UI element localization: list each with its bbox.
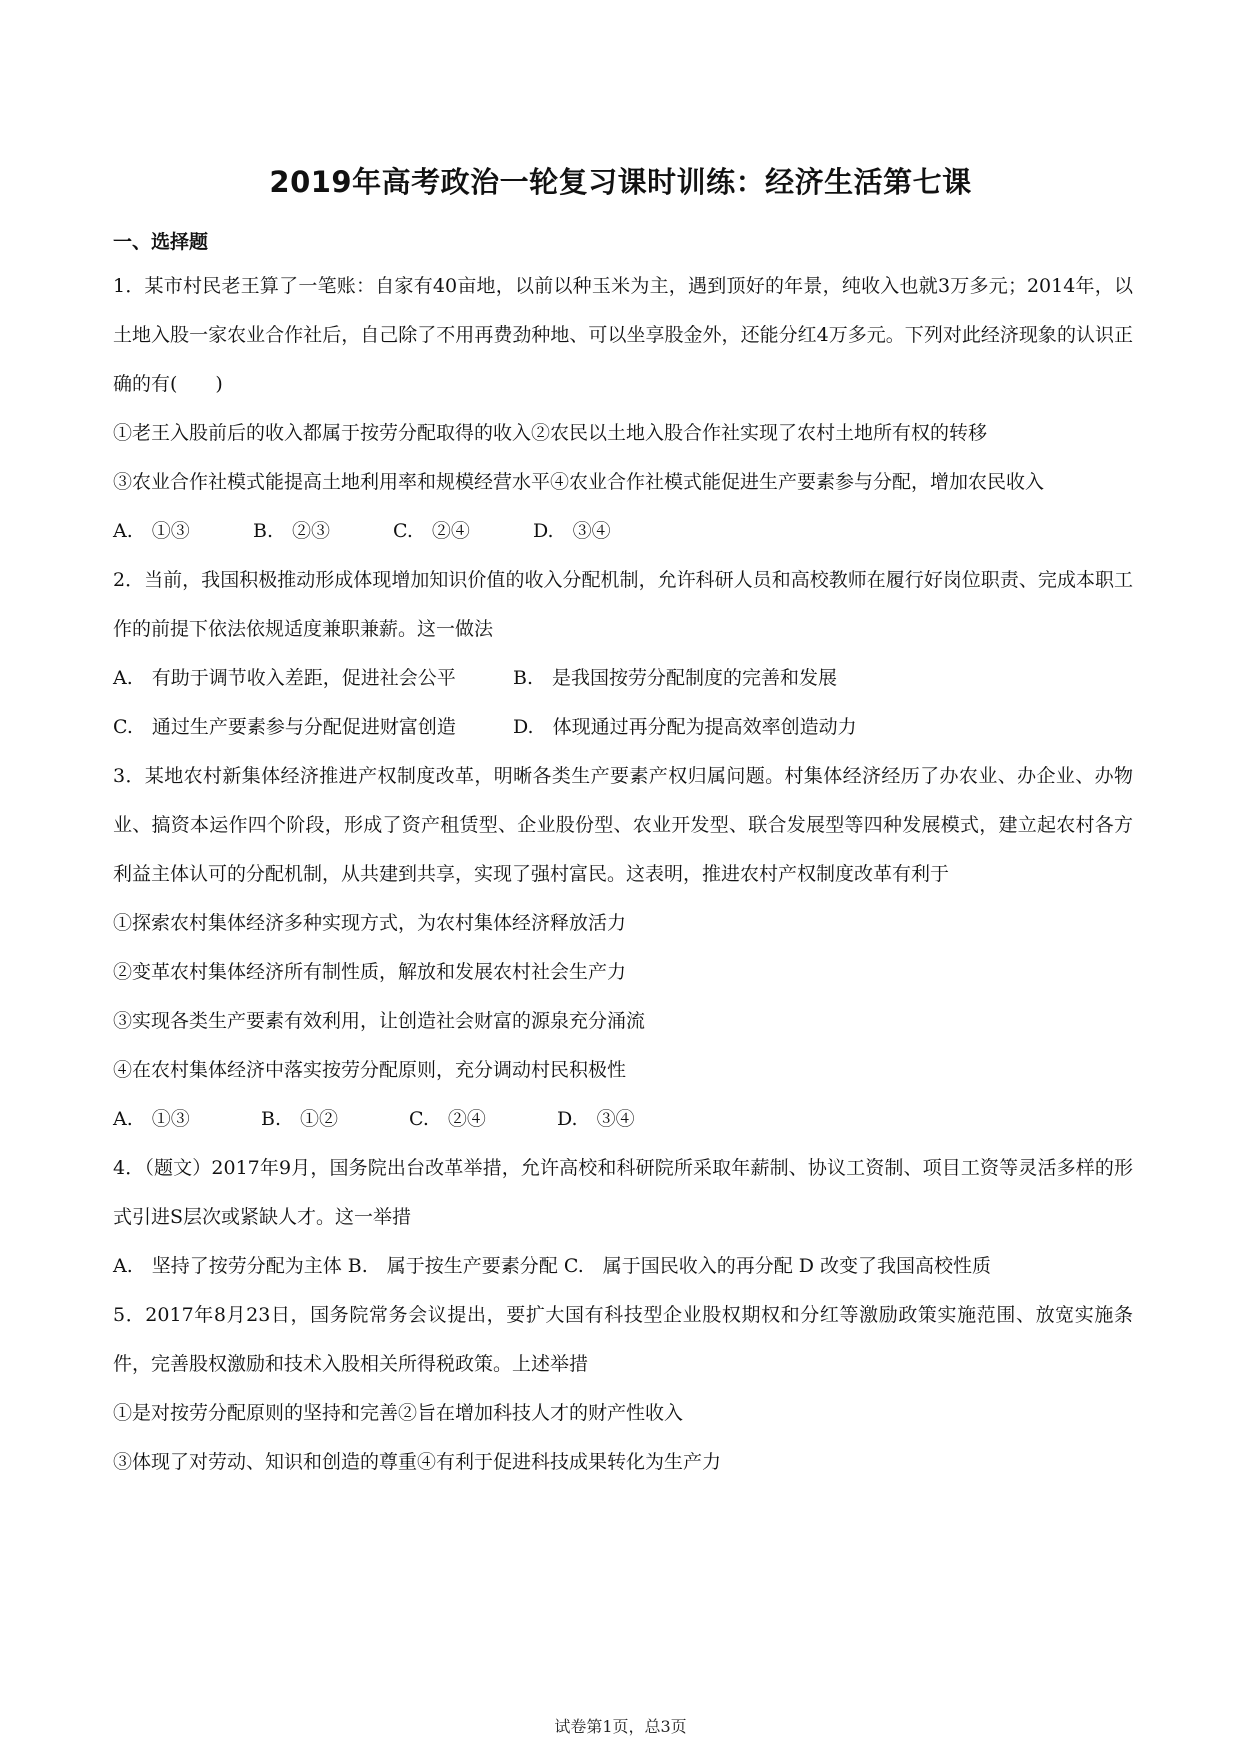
option-a[interactable]: A. ①③	[113, 520, 190, 542]
option-a[interactable]: A. 有助于调节收入差距，促进社会公平	[113, 667, 456, 689]
question-3-stem: 3．某地农村新集体经济推进产权制度改革，明晰各类生产要素产权归属问题。村集体经济经历了办农业、办企业、办物业、搞资本运作四个阶段，形成了资产租赁型、企业股份型、农业开发型、联合发展型等四种发展模式，建立起农村各方利益主体认可的分配机制，从共建到共享，实现了强村富民。这表明，推进农村产权制度改革有利于	[113, 765, 1133, 885]
option-c[interactable]: C. ②④	[393, 520, 470, 542]
option-d[interactable]: D. 体现通过再分配为提高效率创造动力	[513, 716, 857, 738]
option-d[interactable]: D. ③④	[533, 520, 611, 542]
question-3-options	[113, 1095, 1133, 1144]
page-footer: 试卷第1页，总3页	[554, 1717, 687, 1736]
question-1-statement-1: ①老王入股前后的收入都属于按劳分配取得的收入②农民以土地入股合作社实现了农村土地所有权的转移	[113, 422, 988, 444]
question-5-statement-2: ③体现了对劳动、知识和创造的尊重④有利于促进科技成果转化为生产力	[113, 1451, 722, 1473]
question-2-options-row-2	[113, 703, 1133, 752]
question-list	[113, 222, 1133, 1487]
page-title: 2019年高考政治一轮复习课时训练：经济生活第七课	[269, 165, 972, 199]
option-a[interactable]: A. ①③	[113, 1108, 190, 1130]
question-5-stem: 5．2017年8月23日，国务院常务会议提出，要扩大国有科技型企业股权期权和分红等激励政策实施范围、放宽实施条件，完善股权激励和技术入股相关所得税政策。上述举措	[113, 1304, 1133, 1375]
question-3-statement-4: ④在农村集体经济中落实按劳分配原则，充分调动村民积极性	[113, 1059, 627, 1081]
question-2-stem: 2．当前，我国积极推动形成体现增加知识价值的收入分配机制，允许科研人员和高校教师在履行好岗位职责、完成本职工作的前提下依法依规适度兼职兼薪。这一做法	[113, 569, 1133, 640]
question-3-statement-2: ②变革农村集体经济所有制性质，解放和发展农村社会生产力	[113, 961, 627, 983]
option-c[interactable]: C. ②④	[409, 1108, 486, 1130]
section-heading: 一、选择题	[113, 231, 209, 253]
question-3-statement-1: ①探索农村集体经济多种实现方式，为农村集体经济释放活力	[113, 912, 627, 934]
question-5-statement-1: ①是对按劳分配原则的坚持和完善②旨在增加科技人才的财产性收入	[113, 1402, 684, 1424]
option-b[interactable]: B. ②③	[253, 520, 331, 542]
option-b[interactable]: B. 是我国按劳分配制度的完善和发展	[513, 667, 838, 689]
question-3-statement-3: ③实现各类生产要素有效利用，让创造社会财富的源泉充分涌流	[113, 1010, 646, 1032]
question-1-statement-2: ③农业合作社模式能提高土地利用率和规模经营水平④农业合作社模式能促进生产要素参与分配，增加农民收入	[113, 471, 1045, 493]
question-2-options-row-1	[113, 654, 1133, 703]
question-1-options	[113, 507, 1133, 556]
option-b[interactable]: B. ①②	[261, 1108, 339, 1130]
option-d[interactable]: D. ③④	[557, 1108, 635, 1130]
option-c[interactable]: C. 通过生产要素参与分配促进财富创造	[113, 716, 456, 738]
question-1-stem: 1．某市村民老王算了一笔账：自家有40亩地，以前以种玉米为主，遇到顶好的年景，纯收入也就3万多元；2014年，以土地入股一家农业合作社后，自己除了不用再费劲种地、可以坐享股金外，还能分红4万多元。下列对此经济现象的认识正确的有( )	[113, 275, 1133, 395]
question-4-options[interactable]: A. 坚持了按劳分配为主体 B. 属于按生产要素分配 C. 属于国民收入的再分配 D 改变了我国高校性质	[113, 1255, 992, 1277]
question-4-stem: 4．（题文）2017年9月，国务院出台改革举措，允许高校和科研院所采取年薪制、协议工资制、项目工资等灵活多样的形式引进S层次或紧缺人才。这一举措	[113, 1157, 1133, 1228]
